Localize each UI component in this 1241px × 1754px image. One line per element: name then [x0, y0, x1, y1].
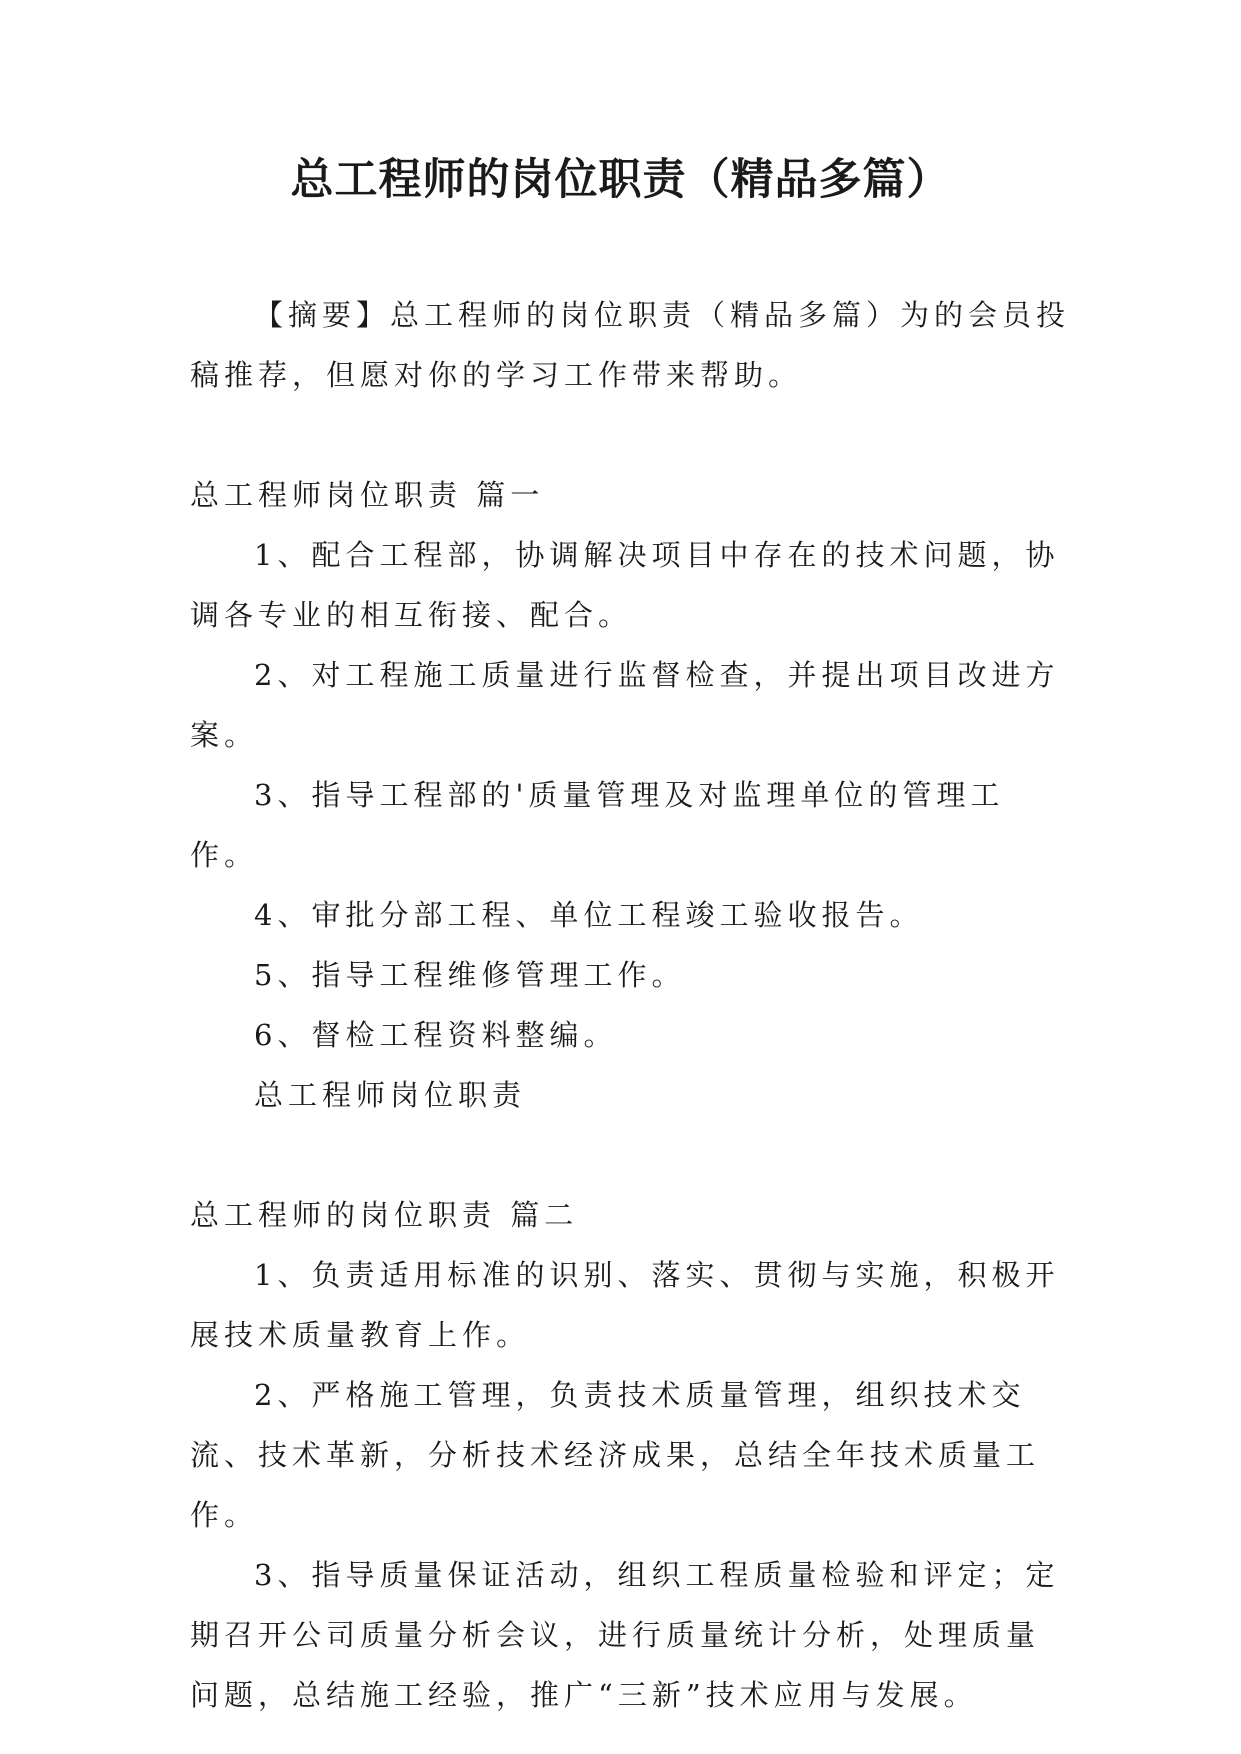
- abstract-paragraph: 【摘要】总工程师的岗位职责（精品多篇）为的会员投稿推荐，但愿对你的学习工作带来帮助。: [190, 298, 1071, 392]
- section1-item-3: 3、指导工程部的'质量管理及对监理单位的管理工作。: [190, 778, 1005, 872]
- spacer: [190, 1125, 1070, 1185]
- document-body: [190, 285, 1070, 1725]
- section1-item-4: 4、审批分部工程、单位工程竣工验收报告。: [254, 898, 924, 932]
- section1-closing: 总工程师岗位职责: [254, 1078, 527, 1112]
- section1-item-6: 6、督检工程资料整编。: [254, 1018, 618, 1052]
- section1-item-1: 1、配合工程部，协调解决项目中存在的技术问题，协调各专业的相互衔接、配合。: [190, 538, 1060, 632]
- section-heading-2: 总工程师的岗位职责 篇二: [190, 1198, 579, 1232]
- spacer: [190, 405, 1070, 465]
- document-title: 总工程师的岗位职责（精品多篇）: [290, 155, 951, 205]
- section2-item-1: 1、负责适用标准的识别、落实、贯彻与实施，积极开展技术质量教育上作。: [190, 1258, 1060, 1352]
- section1-item-2: 2、对工程施工质量进行监督检查，并提出项目改进方案。: [190, 658, 1060, 752]
- section1-item-5: 5、指导工程维修管理工作。: [254, 958, 686, 992]
- section2-item-2: 2、严格施工管理，负责技术质量管理，组织技术交流、技术革新，分析技术经济成果，总结全年技术质量工作。: [190, 1378, 1041, 1532]
- section-heading-1: 总工程师岗位职责 篇一: [190, 478, 545, 512]
- section2-item-3: 3、指导质量保证活动，组织工程质量检验和评定；定期召开公司质量分析会议，进行质量统计分析，处理质量问题，总结施工经验，推广“三新”技术应用与发展。: [190, 1558, 1060, 1712]
